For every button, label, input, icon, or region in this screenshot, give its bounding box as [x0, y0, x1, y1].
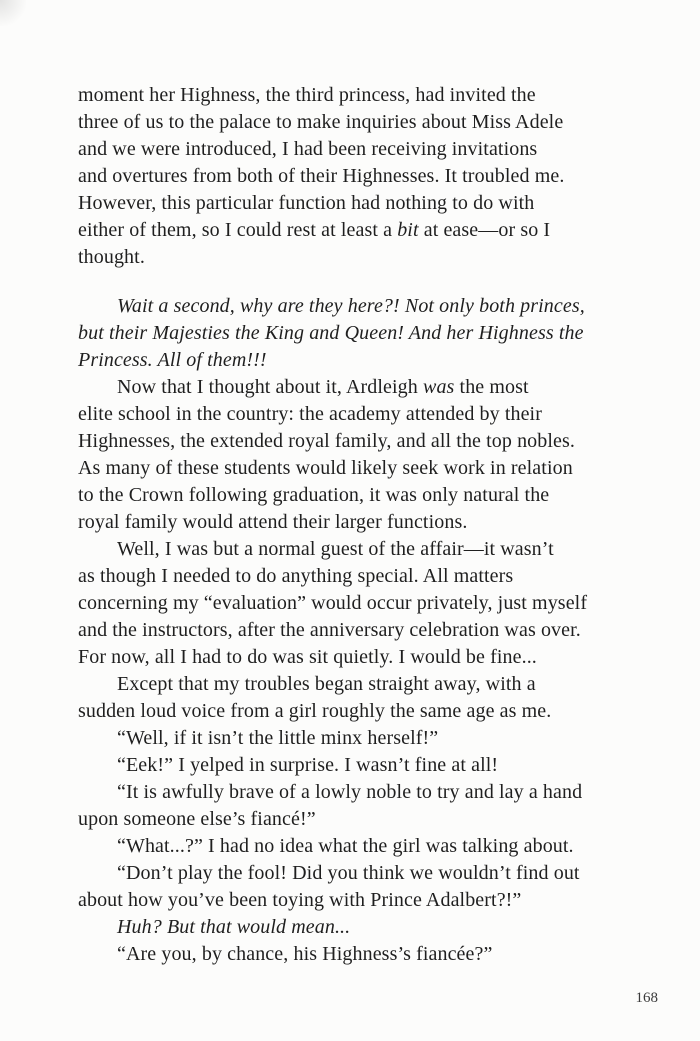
- text-line-segment: “What...?” I had no idea what the girl was talking about.: [117, 835, 574, 857]
- text-line-segment: royal family would attend their larger functions.: [78, 511, 468, 533]
- text-line-segment: upon someone else’s fiancé!”: [78, 808, 316, 830]
- text-line-segment: moment her Highness, the third princess, had invited the: [78, 84, 536, 106]
- text-line-segment: “It is awfully brave of a lowly noble to try and lay a hand: [117, 781, 583, 803]
- text-line-segment: Except that my troubles began straight away, with a: [117, 673, 536, 695]
- paragraph: [78, 752, 644, 779]
- text-line-segment: Well, I was but a normal guest of the affair—it wasn’t: [117, 538, 554, 560]
- text-line-segment: as though I needed to do anything special. All matters: [78, 565, 514, 587]
- paragraph: [78, 914, 644, 941]
- paragraph: [78, 82, 644, 271]
- text-line-segment: Highnesses, the extended royal family, and all the top nobles.: [78, 430, 576, 452]
- text-line-segment: either of them, so I could rest at least a: [78, 219, 398, 241]
- text-line-segment: to the Crown following graduation, it was only natural the: [78, 484, 550, 506]
- text-line-segment: However, this particular function had nothing to do with: [78, 192, 535, 214]
- text-line-segment: “Don’t play the fool! Did you think we wouldn’t find out: [117, 862, 580, 884]
- italic-text: bit: [397, 219, 419, 241]
- text-line-segment: but their Majesties the King and Queen! And her Highness the: [78, 322, 584, 344]
- text-line-segment: elite school in the country: the academy attended by their: [78, 403, 542, 425]
- paragraph: [78, 833, 644, 860]
- text-line-segment: thought.: [78, 246, 145, 268]
- text-line-segment: For now, all I had to do was sit quietly. I would be fine...: [78, 646, 537, 668]
- text-line-segment: about how you’ve been toying with Prince Adalbert?!”: [78, 889, 522, 911]
- paragraph: [78, 671, 644, 725]
- text-line-segment: at ease—or so I: [418, 219, 551, 241]
- text-line-segment: Wait a second, why are they here?! Not only both princes,: [117, 295, 585, 317]
- text-line-segment: Princess. All of them!!!: [78, 349, 267, 371]
- text-line-segment: “Well, if it isn’t the little minx herself!”: [117, 727, 439, 749]
- text-line-segment: Huh? But that would mean...: [117, 916, 351, 938]
- text-line-segment: the most: [454, 376, 529, 398]
- paragraph: [78, 860, 644, 914]
- paragraph: [78, 536, 644, 671]
- paragraph: [78, 725, 644, 752]
- text-line-segment: three of us to the palace to make inquiries about Miss Adele: [78, 111, 564, 133]
- text-line-segment: and we were introduced, I had been receiving invitations: [78, 138, 538, 160]
- page-text: [78, 82, 644, 968]
- text-line-segment: Now that I thought about it, Ardleigh: [117, 376, 423, 398]
- text-line-segment: sudden loud voice from a girl roughly the same age as me.: [78, 700, 552, 722]
- text-line-segment: and the instructors, after the anniversary celebration was over.: [78, 619, 581, 641]
- text-line-segment: As many of these students would likely seek work in relation: [78, 457, 573, 479]
- text-line-segment: and overtures from both of their Highnesses. It troubled me.: [78, 165, 565, 187]
- italic-text: was: [423, 376, 455, 398]
- text-line-segment: concerning my “evaluation” would occur privately, just myself: [78, 592, 588, 614]
- paragraph: [78, 941, 644, 968]
- paragraph: [78, 779, 644, 833]
- text-line-segment: “Are you, by chance, his Highness’s fiancée?”: [117, 943, 493, 965]
- page-number: 168: [635, 990, 658, 1006]
- text-line-segment: “Eek!” I yelped in surprise. I wasn’t fine at all!: [117, 754, 499, 776]
- paragraph: [78, 374, 644, 536]
- paragraph: [78, 293, 644, 374]
